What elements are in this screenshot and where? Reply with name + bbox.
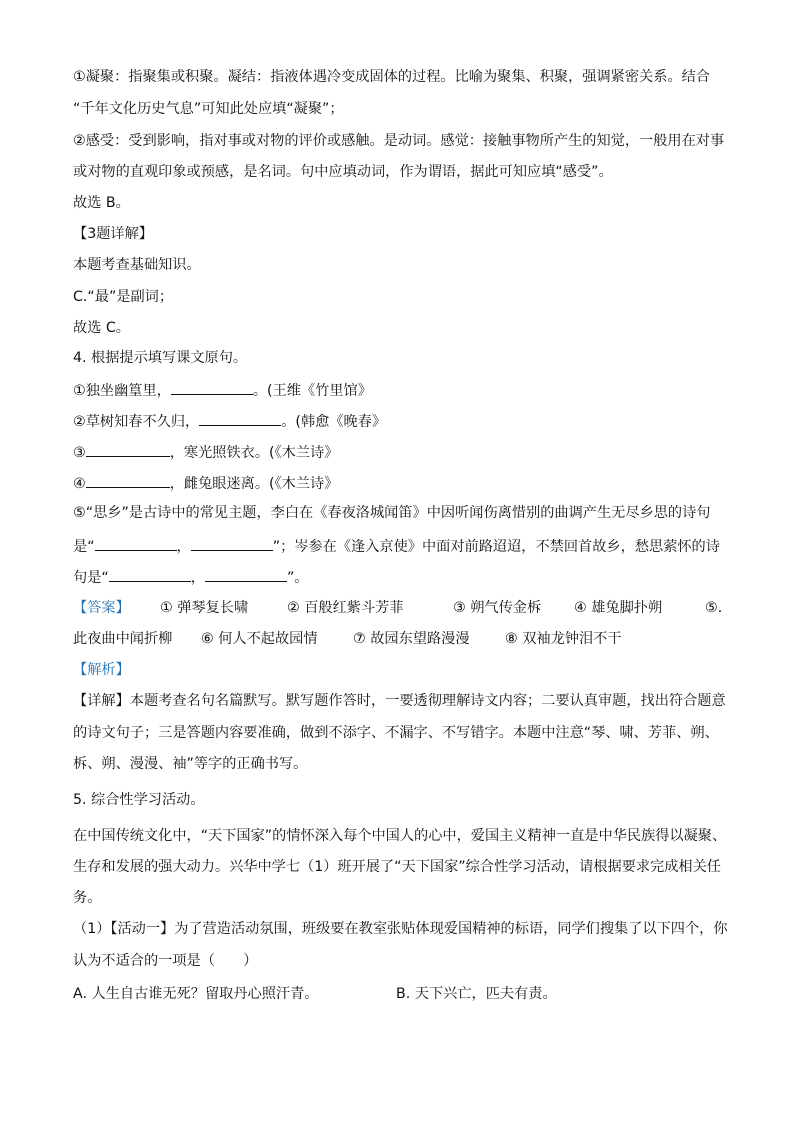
q4-item4-post: ，雌兔眼迷离。(《木兰诗》 [169, 476, 339, 492]
q4-item2-post: 。(韩愈《晚春》 [281, 414, 387, 430]
q4-item5-l2-c: ”；岑参在《逢入京使》中面对前路迢迢，不禁回首故乡，愁思萦怀的诗 [272, 539, 720, 555]
answer-item: ⑤. [705, 600, 723, 616]
q4-item3-post: ，寒光照铁衣。(《木兰诗》 [169, 445, 339, 461]
answer-item: ⑥ 何人不起故园情 [201, 631, 318, 647]
answer-item: ④ 雄兔脚扑朔 [574, 600, 663, 616]
answer-label: 【答案】 [73, 600, 130, 616]
q4-item3-pre: ③ [73, 445, 86, 461]
answer-blank[interactable] [205, 567, 287, 582]
answer-blank[interactable] [86, 442, 170, 457]
q5-para-line3: 务。 [73, 890, 102, 906]
answer-item: ① 弹琴复长啸 [160, 600, 249, 616]
answer-blank[interactable] [86, 473, 170, 488]
q4-title: 4. 根据提示填写课文原句。 [73, 350, 248, 366]
q4-item5-l2-b: ， [176, 539, 191, 555]
answer-item: ② 百般红紫斗芳菲 [287, 600, 404, 616]
answer-blank[interactable] [95, 536, 177, 551]
answer-blank[interactable] [191, 536, 273, 551]
q5-option-b[interactable]: B. 天下兴亡，匹夫有责。 [396, 986, 557, 1002]
q3-line3: 故选 C。 [73, 320, 130, 336]
q4-item5-line3 [73, 567, 308, 587]
q2-analysis-line2: “千年文化历史气息”可知此处应填“凝聚”； [73, 101, 344, 117]
q4-detail-line3: 柝、朔、漫漫、袖”等字的正确书写。 [73, 756, 308, 772]
q4-item5-l2-a: 是“ [73, 539, 95, 555]
q5-para-line1: 在中国传统文化中，“天下国家”的情怀深入每个中国人的心中，爱国主义精神一直是中华民族得以凝聚、 [73, 828, 727, 844]
q5-activity1-line2: 认为不适合的一项是（ ） [73, 953, 258, 969]
q3-line2: C.“最”是副词； [73, 289, 174, 305]
q2-analysis-line4: 或对物的直观印象或预感，是名词。句中应填动词，作为谓语，据此可知应填“感受”。 [73, 164, 613, 180]
q2-analysis-line5: 故选 B。 [73, 195, 130, 211]
q4-item1-post: 。(王维《竹里馆》 [252, 383, 372, 399]
answer-blank[interactable] [199, 411, 281, 426]
answer-blank[interactable] [171, 380, 253, 395]
answer-blank[interactable] [109, 567, 191, 582]
q4-item2 [73, 411, 386, 431]
q4-detail-line2: 的诗文句子；三是答题内容要准确，做到不添字、不漏字、不写错字。本题中注意“琴、啸、芳菲、朔、 [73, 725, 719, 741]
q5-activity1-line1: （1）【活动一】为了营造活动氛围，班级要在教室张贴体现爱国精神的标语，同学们搜集了以下四个，你 [73, 921, 728, 937]
q5-para-line2: 生存和发展的强大动力。兴华中学七（1）班开展了“天下国家”综合性学习活动，请根据要求完成相关任 [73, 859, 721, 875]
q5-title: 5. 综合性学习活动。 [73, 792, 205, 808]
answer-item: ③ 朔气传金柝 [453, 600, 542, 616]
q2-analysis-line1: ①凝聚：指聚集或积聚。凝结：指液体遇冷变成固体的过程。比喻为聚集、积聚，强调紧密关系。结合 [73, 69, 710, 85]
q4-detail-line1: 【详解】本题考查名句名篇默写。默写题作答时，一要透彻理解诗文内容；二要认真审题，找出符合题意 [73, 693, 726, 709]
q4-item5-l3-a: 句是“ [73, 570, 109, 586]
q4-item1-pre: ①独坐幽篁里， [73, 383, 171, 399]
q2-analysis-line3: ②感受：受到影响，指对事或对物的评价或感触。是动词。感觉：接触事物所产生的知觉，一般用在对事 [73, 133, 725, 149]
q4-item1 [73, 380, 372, 400]
analysis-label: 【解析】 [73, 662, 130, 678]
answer-item: ⑦ 故园东望路漫漫 [353, 631, 470, 647]
q4-item5-line2 [73, 536, 720, 556]
q4-item4 [73, 473, 338, 493]
answer-item: ⑧ 双袖龙钟泪不干 [505, 631, 622, 647]
q4-item2-pre: ②草树知春不久归， [73, 414, 200, 430]
q3-heading: 【3题详解】 [73, 226, 153, 242]
q4-item4-pre: ④ [73, 476, 86, 492]
q5-option-a[interactable]: A. 人生自古谁无死？留取丹心照汗青。 [73, 986, 319, 1002]
q4-item5-l3-c: ”。 [286, 570, 309, 586]
q4-item5-l3-b: ， [190, 570, 205, 586]
q4-item3 [73, 442, 338, 462]
q3-line1: 本题考查基础知识。 [73, 257, 201, 273]
q4-item5-line1: ⑤“思乡”是古诗中的常见主题，李白在《春夜洛城闻笛》中因听闻伤离惜别的曲调产生无尽乡思的诗句 [73, 505, 711, 521]
answer-item: 此夜曲中闻折柳 [73, 631, 173, 647]
